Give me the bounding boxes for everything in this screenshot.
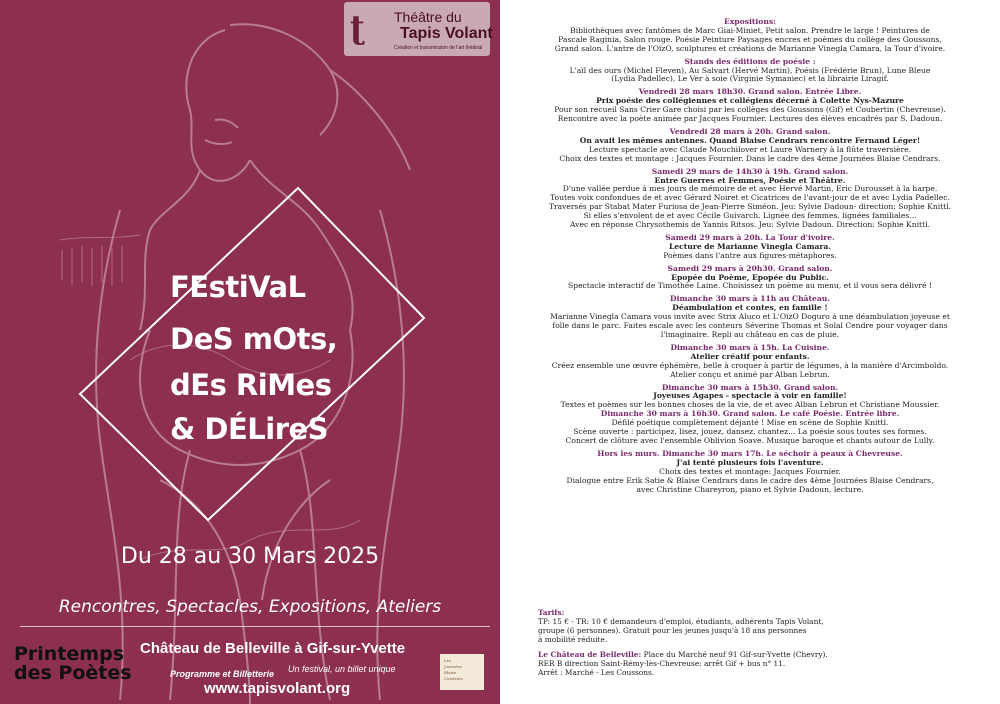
tarifs-line: groupe (6 personnes). Gratuit pour les jeunes jusqu'à 18 ans personnes — [538, 626, 807, 635]
program-line: D'une vallée perdue à mes jours de mémoire de et avec Hervé Martin, Eric Durousset à la harpe. — [562, 185, 938, 194]
printemps-line1: Printemps — [14, 643, 125, 665]
program-line: Si elles s'envolent de et avec Cécile Guivarch. Lignée des femmes, lignées familiales... — [583, 212, 917, 221]
tarifs-block — [538, 608, 868, 677]
tarifs-heading: Tarifs: — [538, 608, 565, 617]
program-line: Défilé poétique complètement déjanté ! Mise en scène de Sophie Knittl. — [611, 419, 889, 428]
program-heading: Dimanche 30 mars à 15h. La Cuisine. — [670, 343, 830, 352]
theatre-logo — [344, 2, 493, 56]
program-line: Concert de clôture avec l'ensemble Oblivion Soave. Musique baroque et chants autour de Lully. — [565, 436, 935, 445]
chateau-line: Arrêt : Marché - Les Coussons. — [538, 668, 655, 677]
small-logo-line3: Blaise — [444, 670, 457, 675]
program-line: Spectacle interactif de Timothée Laine. Choisissez un poème au menu, et il vous sera délivré ! — [568, 282, 932, 291]
logo-mark-icon: ʈ — [350, 8, 365, 46]
program-line: L'aïl des ours (Michel Fleven), Au Salvart (Hervé Martin), Poésis (Frédérie Brun), Lune Bleue — [569, 66, 931, 75]
program-line: Scène ouverte : participez, lisez, jouez, dansez, chantez... La poésie sous toutes ses formes. — [573, 428, 927, 437]
program-line: (Lydia Padellec), Le Ver à soie (Virginie Symaniec) et la librairie Liragif. — [611, 75, 889, 84]
logo-line1: Théâtre du — [394, 9, 462, 25]
program-list — [500, 18, 1000, 494]
festival-title-line2: DeS mOts, — [170, 322, 338, 356]
blaise-cendrars-logo — [440, 654, 484, 690]
program-heading: Vendredi 28 mars à 20h. Grand salon. — [669, 127, 831, 136]
program-line: Choix des textes et montage : Jacques Fournier. Dans le cadre des 4ème Journées Blaise Cendrars. — [559, 154, 941, 163]
small-logo-line4: Cendrars — [444, 676, 463, 681]
tarifs-line: à mobilité réduite. — [538, 635, 608, 644]
program-line: Bibliothèques avec fantômes de Marc Giai-Miniet, Petit salon. Prendre le large ! Peintures de — [570, 26, 930, 35]
venue: Château de Belleville à Gif-sur-Yvette — [140, 640, 406, 657]
small-logo-line2: Journées — [444, 664, 462, 669]
festival-title-line1: FEstiVaL — [170, 270, 306, 304]
program-line: Atelier créatif pour enfants. — [690, 352, 810, 361]
chateau-line: RER B direction Saint-Rémy-lès-Chevreuse: arrêt Gif + bus n° 11. — [538, 659, 786, 668]
logo-line3: Création et transmission de l'art théâtral — [394, 45, 483, 51]
printemps-line2: des Poètes — [14, 662, 132, 684]
program-line: Rencontre avec la poète animée par Jacques Fournier. Lectures des élèves encadrés par S. Dadoun. — [557, 115, 943, 124]
program-line: Entre Guerres et Femmes, Poésie et Théâtre. — [654, 176, 846, 185]
program-heading: Samedi 29 mars à 20h. La Tour d'ivoire. — [665, 233, 835, 242]
program-line: Atelier conçu et animé par Alban Lebrun. — [670, 370, 830, 379]
program-line: Créez ensemble une œuvre éphémère, belle à croquer à partir de légumes, à la manière d'Arcimboldo. — [551, 361, 949, 370]
program-line: avec Christine Chareyron, piano et Sylvie Dadoun, lecture. — [636, 485, 864, 494]
program-line: Déambulation et contes, en famille ! — [672, 304, 828, 313]
chateau-heading: Le Château de Belleville: — [538, 650, 642, 659]
programme-billetterie: Programme et Billetterie — [170, 669, 275, 679]
divider — [20, 626, 490, 627]
program-line: J'ai tenté plusieurs fois l'aventure. — [676, 458, 824, 467]
program-line: Dialogue entre Erik Satie & Blaise Cendrars dans le cadre des 4ème Journées Blaise Cendrars, — [566, 476, 934, 485]
tagline: Un festival, un billet unique — [288, 664, 396, 674]
program-line: Toutes voix confondues de et avec Gérard Noiret et Cicatrices de l'avant-jour de et avec Lydia Padellec. — [550, 194, 950, 203]
program-line: Lecture spectacle avec Claude Mouchilover et Laure Warnery à la flûte traversière. — [588, 145, 912, 154]
program-heading: Stands des éditions de poésie : — [684, 57, 816, 66]
program-line: On avait les mêmes antennes. Quand Blaise Cendrars rencontre Fernand Léger! — [579, 136, 921, 145]
program-line: Poèmes dans l'antre aux figures-métaphores. — [663, 251, 837, 260]
program-line: Traversés par Stabat Mater Furiosa de Jean-Pierre Siméon. Jeu: Sylvie Dadoun- direction: Sophie Knittl. — [548, 203, 952, 212]
program-line: Épopée du Poème, Épopée du Public. — [671, 273, 829, 282]
program-heading: Samedi 29 mars à 20h30. Grand salon. — [667, 264, 833, 273]
program-line: Choix des textes et montage: Jacques Fournier. — [659, 467, 841, 476]
program-line: Pascale Raginia, Salon rouge. Poésie Peinture Paysages encres et poèmes du collège des Goussons, — [558, 35, 942, 44]
program-heading: Hors les murs. Dimanche 30 mars 17h. Le séchoir à peaux à Chevreuse. — [597, 449, 903, 458]
program-heading: Dimanche 30 mars à 11h au Château. — [670, 295, 830, 304]
program-heading: Dimanche 30 mars à 16h30. Grand salon. Le café Poésie. Entrée libre. — [600, 410, 900, 419]
program-line: Joyeuses Agapes - spectacle à voir en famille! — [653, 392, 847, 401]
program-line: Pour son recueil Sans Crier Gare choisi par les collèges des Goussons (Gif) et Coubertin (Chevreuse). — [554, 106, 946, 115]
festival-title-line4: & DÉLireS — [170, 412, 329, 446]
program-heading: Vendredi 28 mars 18h30. Grand salon. Entrée Libre. — [638, 88, 862, 97]
tarifs-line: TP: 15 € - TR: 10 € demandeurs d'emploi, étudiants, adhérents Tapis Volant, — [538, 617, 824, 626]
program-line: folle dans le parc. Faites escale avec les conteurs Séverine Thomas et Solal Cendre pour voyager dans — [552, 322, 948, 331]
program-heading: Dimanche 30 mars à 15h30. Grand salon. — [661, 383, 839, 392]
program-line: Grand salon. L'antre de l'OïzÔ, sculptures et créations de Marianne Vinegla Camara, la Tour d'ivoire. — [554, 44, 946, 53]
program-line: Avec en réponse Chrysothemis de Yannis Ritsos. Jeu: Sylvie Dadoun. Direction: Sophie Knittl. — [570, 221, 930, 230]
program-line: Textes et poèmes sur les bonnes choses de la vie, de et avec Alban Lebrun et Christiane Moussier. — [560, 401, 940, 410]
printemps-des-poetes-logo — [14, 645, 132, 683]
program-line: Lecture de Marianne Vinegla Camara. — [669, 242, 831, 251]
program-line: l'imaginaire. Repli au château en cas de pluie. — [660, 331, 840, 339]
program-panel — [500, 0, 1000, 704]
logo-line2: Tapis Volant — [400, 25, 493, 42]
festival-dates: Du 28 au 30 Mars 2025 — [120, 544, 380, 569]
program-line: Prix poésie des collégiennes et collégiens décerné à Colette Nys-Mazure — [596, 97, 904, 106]
program-heading: Samedi 29 mars de 14h30 à 19h. Grand salon. — [651, 167, 849, 176]
small-logo-line1: Les — [444, 658, 452, 663]
chateau-line: Place du Marché neuf 91 Gif-sur-Yvette (Chevry). — [643, 650, 828, 659]
festival-subtitle: Rencontres, Spectacles, Expositions, Ateliers — [58, 597, 442, 617]
festival-title-line3: dEs RiMes — [170, 368, 332, 402]
program-heading: Expositions: — [724, 18, 776, 26]
website-link[interactable]: www.tapisvolant.org — [204, 680, 351, 697]
program-line: Marianne Vinegla Camara vous invite avec Strix Aluco et L'OïzÔ Doguro à une déambulation joyeuse et — [550, 313, 950, 322]
